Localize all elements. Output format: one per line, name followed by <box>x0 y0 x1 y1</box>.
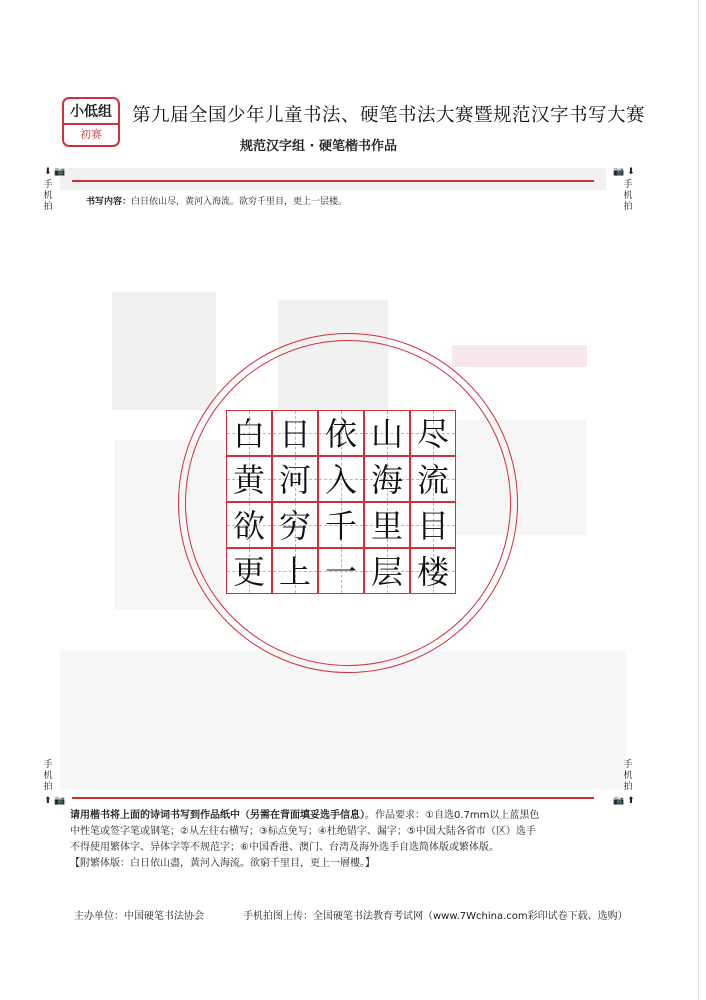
footer-organizer: 主办单位：中国硬笔书法协会 <box>74 911 204 922</box>
grid-char: 海 <box>370 461 403 499</box>
bottom-red-rule <box>72 797 594 799</box>
grid-cell <box>410 548 456 594</box>
grid-char: 尽 <box>416 415 449 453</box>
grid-char: 山 <box>370 415 403 453</box>
grid-cell <box>226 456 272 502</box>
grid-char: 目 <box>416 507 449 545</box>
page-title: 第九届全国少年儿童书法、硬笔书法大赛暨规范汉字书写大赛 <box>132 105 646 126</box>
grid-char: 千 <box>324 507 357 545</box>
group-badge <box>62 97 120 147</box>
writing-grid <box>226 410 456 594</box>
instructions-requirements: 。作品要求：①自选0.7mm以上蓝黑色 <box>365 810 540 821</box>
instructions-line-3: 不得使用繁体字、异体字等不规范字；⑥中国香港、澳门、台湾及海外选手自选简体版或繁体版。 <box>70 842 499 853</box>
grid-cell <box>226 502 272 548</box>
page-edge-line <box>698 0 699 1000</box>
camera-icon-top-right: 📷 ⬇ <box>613 167 635 177</box>
grid-cell <box>410 456 456 502</box>
page-subtitle: 规范汉字组 · 硬笔楷书作品 <box>240 139 397 154</box>
instructions-line-1 <box>70 808 630 824</box>
grid-cell <box>318 502 364 548</box>
grid-char: 欲 <box>232 507 265 545</box>
grid-cell <box>364 456 410 502</box>
badge-round-label: 初赛 <box>80 128 102 141</box>
grid-cell <box>318 456 364 502</box>
camera-icon-bottom-right: 📷 ⬆ <box>613 796 635 806</box>
side-label-bottom-right: 手 机 拍 <box>623 760 633 792</box>
grid-char: 依 <box>324 415 357 453</box>
camera-icon-bottom-left: ⬆ 📷 <box>44 796 66 806</box>
instructions-block <box>70 808 630 872</box>
grid-char: 流 <box>416 461 449 499</box>
camera-icon-top-left: ⬇ 📷 <box>44 167 66 177</box>
grid-cell <box>272 548 318 594</box>
instructions-traditional-version: 【附繁体版：白日依山盡，黃河入海流。欲窮千里目，更上一層樓。】 <box>70 858 375 869</box>
footer-upload-info: 手机拍图上传：全国硬笔书法教育考试网（www.7Wchina.com彩印试卷下载、选购） <box>243 911 628 922</box>
top-red-rule <box>72 180 594 182</box>
grid-char: 入 <box>324 461 357 499</box>
badge-group-label: 小低组 <box>64 99 118 125</box>
grid-char: 日 <box>278 415 311 453</box>
grid-char: 白 <box>232 415 265 453</box>
grid-cell <box>272 410 318 456</box>
writing-content-text: 白日依山尽，黄河入海流。欲穷千里目，更上一层楼。 <box>131 197 348 207</box>
grid-cell <box>410 502 456 548</box>
show-through-qr-left <box>112 292 216 410</box>
grid-char: 楼 <box>416 553 449 591</box>
grid-char: 黄 <box>232 461 265 499</box>
grid-cell <box>318 548 364 594</box>
instructions-line-2: 中性笔或签字笔或钢笔；②从左往右横写；③标点免写；④杜绝错字、漏字；⑤中国大陆各省市（区）选手 <box>70 826 536 837</box>
side-label-bottom-left: 手 机 拍 <box>43 760 53 792</box>
grid-char: 上 <box>278 553 311 591</box>
grid-char: 河 <box>278 461 311 499</box>
grid-cell <box>226 548 272 594</box>
grid-cell <box>272 456 318 502</box>
grid-char: 一 <box>324 553 357 591</box>
grid-cell <box>410 410 456 456</box>
grid-cell <box>318 410 364 456</box>
grid-cell <box>364 548 410 594</box>
grid-char: 穷 <box>278 507 311 545</box>
instructions-lead: 请用楷书将上面的诗词书写到作品纸中（另需在背面填妥选手信息） <box>70 810 365 821</box>
grid-char: 里 <box>370 507 403 545</box>
show-through-banner <box>60 168 606 190</box>
grid-char: 层 <box>370 553 403 591</box>
side-label-top-right: 手 机 拍 <box>623 180 633 212</box>
grid-cell <box>364 502 410 548</box>
writing-content-label: 书写内容： <box>86 197 132 207</box>
show-through-pink-box <box>452 345 587 367</box>
writing-content <box>86 194 347 207</box>
grid-cell <box>272 502 318 548</box>
side-label-top-left: 手 机 拍 <box>43 180 53 212</box>
grid-cell <box>226 410 272 456</box>
grid-char: 更 <box>232 553 265 591</box>
grid-cell <box>364 410 410 456</box>
